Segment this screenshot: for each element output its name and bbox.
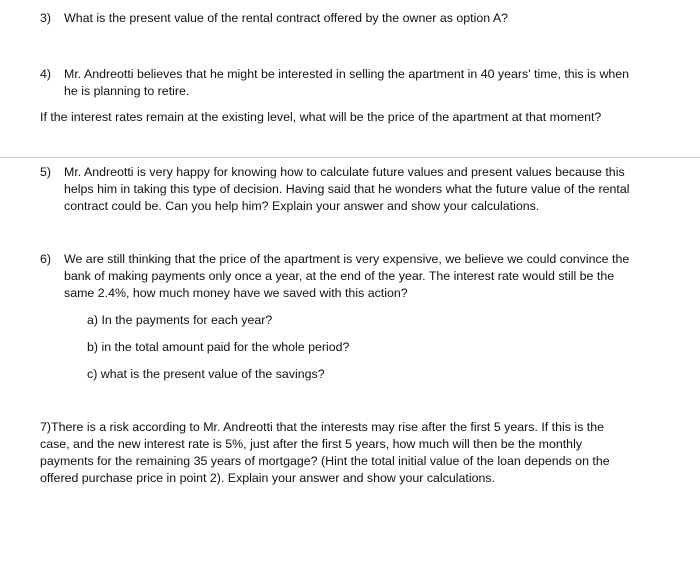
question-6-number: 6) (40, 252, 52, 266)
question-3-text: What is the present value of the rental contract offered by the owner as option A? (64, 11, 509, 25)
question-6-sub-b: b) in the total amount paid for the whole period? (87, 340, 350, 354)
question-4-number: 4) (40, 67, 52, 81)
question-5-line-1: Mr. Andreotti is very happy for knowing how to calculate future values and present values because this (64, 165, 625, 179)
question-5-line-3: contract could be. Can you help him? Explain your answer and show your calculations. (64, 199, 540, 213)
question-7-line-1: 7)There is a risk according to Mr. Andreotti that the interests may rise after the first 5 years. If this is the (40, 420, 605, 434)
section-divider (0, 157, 700, 158)
question-5-line-2: helps him in taking this type of decision. Having said that he wonders what the future value of the rental (64, 182, 630, 196)
question-7-line-2: case, and the new interest rate is 5%, just after the first 5 years, how much will then be the monthly (40, 437, 583, 451)
question-6-sub-c: c) what is the present value of the savings? (87, 367, 325, 381)
question-6-sub-a: a) In the payments for each year? (87, 313, 273, 327)
question-7-line-4: offered purchase price in point 2). Explain your answer and show your calculations. (40, 471, 496, 485)
question-3-number: 3) (40, 11, 52, 25)
question-6-line-1: We are still thinking that the price of the apartment is very expensive, we believe we could convince the (64, 252, 630, 266)
question-4-line-1: Mr. Andreotti believes that he might be interested in selling the apartment in 40 years' time, this is when (64, 67, 630, 81)
question-5-number: 5) (40, 165, 52, 179)
question-4-line-2: he is planning to retire. (64, 84, 190, 98)
question-6-line-2: bank of making payments only once a year, at the end of the year. The interest rate would still be the (64, 269, 615, 283)
question-6-line-3: same 2.4%, how much money have we saved with this action? (64, 286, 408, 300)
question-7-line-3: payments for the remaining 35 years of mortgage? (Hint the total initial value of the loan depends on the (40, 454, 610, 468)
question-4-followup: If the interest rates remain at the existing level, what will be the price of the apartment at that moment? (40, 110, 602, 124)
